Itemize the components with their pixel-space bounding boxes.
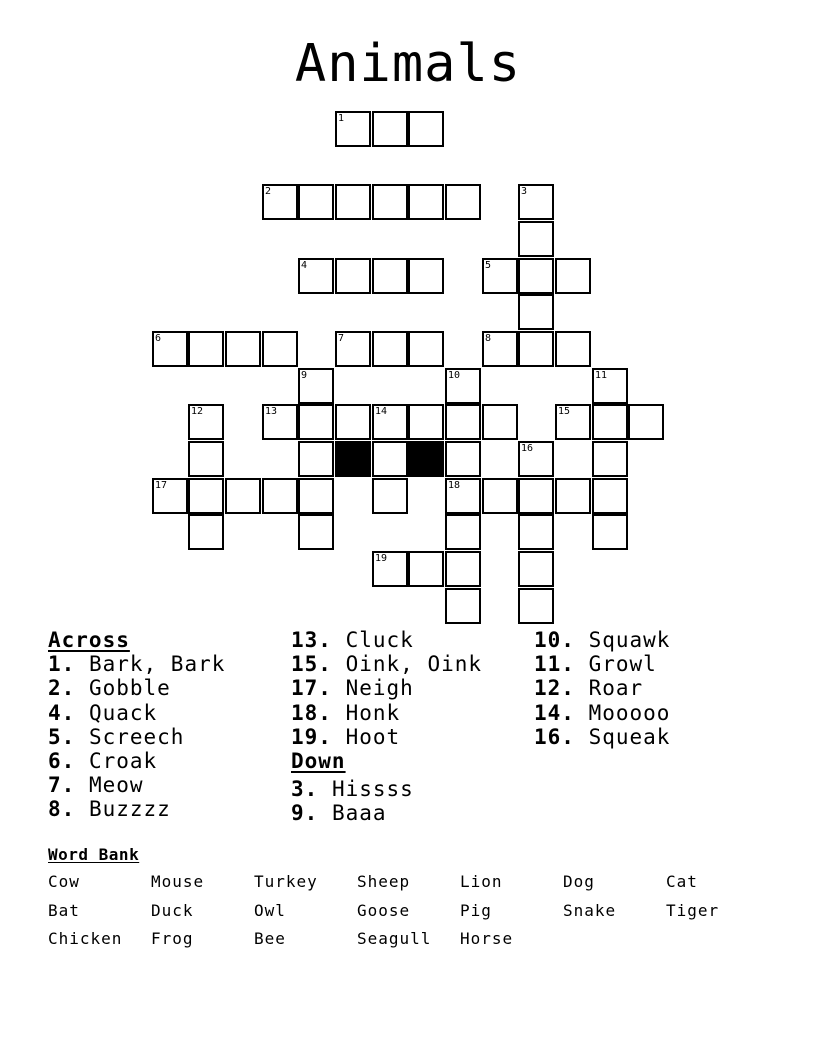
grid-cell[interactable]	[298, 478, 334, 514]
clue-item	[48, 652, 225, 676]
grid-cell[interactable]	[298, 258, 334, 294]
clue-number-label: 3.	[291, 777, 319, 802]
clue-number: 14	[375, 406, 388, 417]
clue-item	[534, 701, 670, 725]
clue-item	[534, 628, 670, 652]
grid-cell[interactable]	[518, 258, 554, 294]
grid-cell[interactable]	[372, 184, 408, 220]
clue-number-label: 9.	[291, 801, 319, 826]
clue-number-label: 4.	[48, 700, 76, 725]
clue-item	[291, 701, 482, 725]
clue-text: Baaa	[331, 801, 387, 826]
clue-number-label: 2.	[48, 676, 76, 701]
grid-cell[interactable]	[518, 478, 554, 514]
clue-item	[291, 652, 482, 676]
grid-cell[interactable]	[592, 368, 628, 404]
clue-text: Screech	[88, 724, 185, 749]
grid-cell[interactable]	[518, 514, 554, 550]
clue-number-label: 17.	[291, 676, 332, 701]
grid-cell[interactable]	[298, 404, 334, 440]
clue-item	[534, 676, 670, 700]
clue-number-label: 16.	[534, 724, 575, 749]
clue-item	[291, 725, 482, 749]
grid-cell[interactable]	[188, 441, 224, 477]
grid-cell[interactable]	[372, 478, 408, 514]
clue-number-label: 14.	[534, 700, 575, 725]
grid-cell[interactable]	[518, 294, 554, 330]
grid-cell[interactable]	[592, 478, 628, 514]
clue-item	[48, 676, 225, 700]
grid-cell[interactable]	[408, 184, 444, 220]
grid-cell[interactable]	[518, 331, 554, 367]
grid-cell[interactable]	[518, 184, 554, 220]
down-heading: Down	[291, 749, 346, 774]
clue-item	[534, 652, 670, 676]
clue-text: Quack	[88, 700, 158, 725]
grid-cell[interactable]	[518, 221, 554, 257]
clue-text: Honk	[345, 700, 401, 725]
grid-cell[interactable]	[188, 478, 224, 514]
word-bank-word: Seagull	[357, 929, 432, 948]
grid-cell[interactable]	[445, 514, 481, 550]
grid-cell[interactable]	[555, 258, 591, 294]
clue-item	[48, 701, 225, 725]
clue-item	[291, 777, 482, 801]
clue-text: Hoot	[345, 724, 401, 749]
clue-text: Buzzzz	[88, 797, 171, 822]
word-bank-word: Cat	[666, 872, 698, 891]
grid-cell[interactable]	[518, 588, 554, 624]
clue-item	[291, 676, 482, 700]
grid-cell[interactable]	[188, 331, 224, 367]
puzzle-title: Animals	[294, 34, 522, 94]
clue-number: 13	[265, 406, 278, 417]
grid-cell[interactable]	[188, 514, 224, 550]
clue-column-2	[291, 628, 482, 826]
clue-number: 2	[265, 186, 272, 197]
grid-cell[interactable]	[335, 258, 371, 294]
clue-number: 3	[521, 186, 528, 197]
grid-cell[interactable]	[408, 258, 444, 294]
clue-number: 18	[448, 480, 461, 491]
grid-cell[interactable]	[445, 368, 481, 404]
grid-cell[interactable]	[445, 478, 481, 514]
clue-number-label: 11.	[534, 652, 575, 677]
grid-cell[interactable]	[335, 111, 371, 147]
grid-cell[interactable]	[262, 404, 298, 440]
clue-item	[48, 773, 225, 797]
grid-cell[interactable]	[408, 404, 444, 440]
grid-cell[interactable]	[372, 441, 408, 477]
grid-cell[interactable]	[225, 478, 261, 514]
clue-number-label: 13.	[291, 628, 332, 652]
clue-number: 12	[191, 406, 204, 417]
clue-number: 15	[558, 406, 571, 417]
grid-cell[interactable]	[445, 588, 481, 624]
clue-number-label: 19.	[291, 724, 332, 749]
grid-cell[interactable]	[298, 368, 334, 404]
clue-number: 4	[301, 260, 308, 271]
grid-cell[interactable]	[298, 514, 334, 550]
black-cell	[408, 441, 444, 477]
clue-number: 9	[301, 370, 308, 381]
grid-cell[interactable]	[152, 478, 188, 514]
grid-cell[interactable]	[372, 331, 408, 367]
clue-text: Oink, Oink	[345, 652, 483, 677]
word-bank-word: Dog	[563, 872, 595, 891]
clue-text: Gobble	[88, 676, 171, 701]
word-bank-word: Frog	[151, 929, 194, 948]
grid-cell[interactable]	[335, 404, 371, 440]
grid-cell[interactable]	[152, 331, 188, 367]
clue-text: Growl	[588, 652, 657, 677]
clue-item	[291, 628, 482, 652]
grid-cell[interactable]	[592, 404, 628, 440]
grid-cell[interactable]	[555, 404, 591, 440]
clue-number-label: 7.	[48, 773, 76, 798]
grid-cell[interactable]	[555, 331, 591, 367]
word-bank-word: Chicken	[48, 929, 123, 948]
clue-text: Bark, Bark	[88, 652, 226, 677]
word-bank-word: Bee	[254, 929, 286, 948]
grid-cell[interactable]	[372, 258, 408, 294]
word-bank-word: Horse	[460, 929, 514, 948]
grid-cell[interactable]	[628, 404, 664, 440]
clue-number: 8	[485, 333, 492, 344]
grid-cell[interactable]	[445, 184, 481, 220]
clue-text: Meow	[88, 773, 144, 798]
word-bank-word: Bat	[48, 901, 80, 920]
clue-number-label: 18.	[291, 700, 332, 725]
clue-column-3	[534, 628, 670, 749]
grid-cell[interactable]	[518, 551, 554, 587]
clue-number-label: 8.	[48, 797, 76, 822]
word-bank-word: Goose	[357, 901, 411, 920]
clue-number: 11	[595, 370, 608, 381]
grid-cell[interactable]	[335, 184, 371, 220]
clue-number: 17	[155, 480, 168, 491]
word-bank-word: Cow	[48, 872, 80, 891]
grid-cell[interactable]	[482, 404, 518, 440]
clue-number-label: 15.	[291, 652, 332, 677]
grid-cell[interactable]	[298, 184, 334, 220]
clue-item	[534, 725, 670, 749]
clue-text: Squeak	[588, 724, 671, 749]
clue-number: 19	[375, 553, 388, 564]
word-bank-word: Snake	[563, 901, 617, 920]
grid-cell[interactable]	[372, 404, 408, 440]
word-bank-word: Owl	[254, 901, 286, 920]
clue-item	[48, 797, 225, 821]
word-bank-word: Tiger	[666, 901, 720, 920]
clue-text: Hissss	[331, 777, 414, 802]
grid-cell[interactable]	[518, 441, 554, 477]
grid-cell[interactable]	[335, 331, 371, 367]
word-bank-title: Word Bank	[48, 845, 140, 864]
clue-number: 6	[155, 333, 162, 344]
black-cell	[335, 441, 371, 477]
grid-cell[interactable]	[188, 404, 224, 440]
grid-cell[interactable]	[592, 441, 628, 477]
grid-cell[interactable]	[408, 331, 444, 367]
grid-cell[interactable]	[262, 478, 298, 514]
grid-cell[interactable]	[408, 551, 444, 587]
clue-number-label: 10.	[534, 628, 575, 652]
word-bank-word: Pig	[460, 901, 492, 920]
across-heading: Across	[48, 628, 130, 652]
clue-number: 16	[521, 443, 534, 454]
clue-column-1	[48, 628, 225, 822]
grid-cell[interactable]	[445, 551, 481, 587]
clue-text: Roar	[588, 676, 644, 701]
grid-cell[interactable]	[372, 551, 408, 587]
grid-cell[interactable]	[262, 331, 298, 367]
grid-cell[interactable]	[408, 111, 444, 147]
word-bank-word: Sheep	[357, 872, 411, 891]
clue-number: 5	[485, 260, 492, 271]
word-bank-word: Duck	[151, 901, 194, 920]
clue-item	[48, 749, 225, 773]
grid-cell[interactable]	[482, 258, 518, 294]
grid-cell[interactable]	[262, 184, 298, 220]
word-bank-word: Mouse	[151, 872, 205, 891]
clue-item	[291, 801, 482, 825]
grid-cell[interactable]	[592, 514, 628, 550]
grid-cell[interactable]	[445, 441, 481, 477]
clue-item	[48, 725, 225, 749]
grid-cell[interactable]	[225, 331, 261, 367]
clue-number: 10	[448, 370, 461, 381]
clue-number-label: 12.	[534, 676, 575, 701]
grid-cell[interactable]	[372, 111, 408, 147]
clue-text: Squawk	[588, 628, 671, 652]
clue-number: 7	[338, 333, 345, 344]
clue-text: Cluck	[345, 628, 414, 652]
grid-cell[interactable]	[482, 478, 518, 514]
clue-text: Neigh	[345, 676, 414, 701]
clue-text: Mooooo	[588, 700, 671, 725]
grid-cell[interactable]	[482, 331, 518, 367]
clue-number-label: 1.	[48, 652, 76, 677]
clue-number: 1	[338, 113, 345, 124]
word-bank-word: Turkey	[254, 872, 318, 891]
clue-number-label: 6.	[48, 749, 76, 774]
grid-cell[interactable]	[555, 478, 591, 514]
grid-cell[interactable]	[445, 404, 481, 440]
word-bank-word: Lion	[460, 872, 503, 891]
clue-text: Croak	[88, 749, 158, 774]
grid-cell[interactable]	[298, 441, 334, 477]
clue-number-label: 5.	[48, 724, 76, 749]
